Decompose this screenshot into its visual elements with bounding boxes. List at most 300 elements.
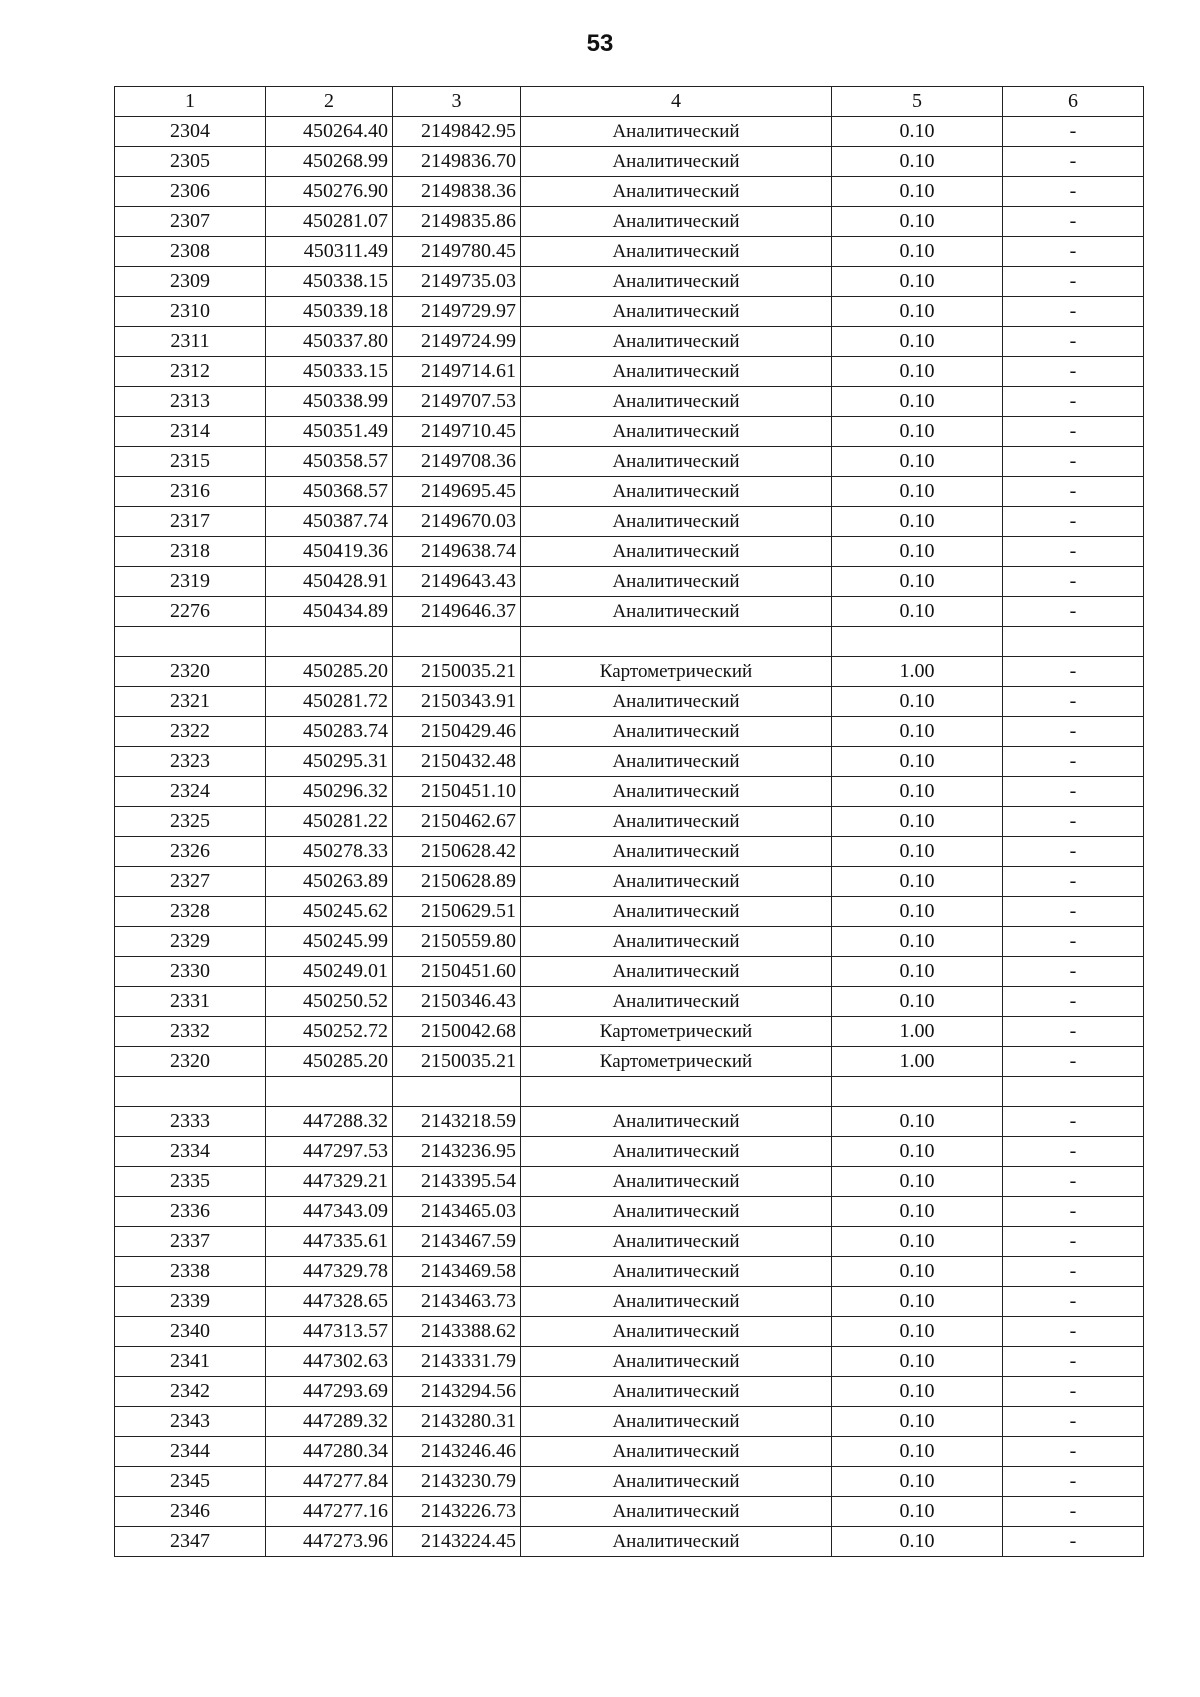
note-cell: - [1003,1317,1144,1347]
x-coordinate-cell: 450278.33 [266,837,393,867]
point-id-cell [115,1077,266,1107]
note-cell: - [1003,987,1144,1017]
accuracy-cell: 0.10 [832,357,1003,387]
y-coordinate-cell: 2143236.95 [393,1137,521,1167]
table-body [115,117,1144,1557]
y-coordinate-cell: 2143467.59 [393,1227,521,1257]
point-id-cell: 2341 [115,1347,266,1377]
accuracy-cell: 0.10 [832,1227,1003,1257]
table-row [115,1107,1144,1137]
x-coordinate-cell: 447293.69 [266,1377,393,1407]
table-row [115,177,1144,207]
y-coordinate-cell: 2150628.89 [393,867,521,897]
point-id-cell: 2344 [115,1437,266,1467]
accuracy-cell: 0.10 [832,957,1003,987]
x-coordinate-cell: 450351.49 [266,417,393,447]
x-coordinate-cell: 450250.52 [266,987,393,1017]
y-coordinate-cell: 2143280.31 [393,1407,521,1437]
method-cell: Аналитический [521,1437,832,1467]
accuracy-cell: 0.10 [832,177,1003,207]
y-coordinate-cell: 2143331.79 [393,1347,521,1377]
accuracy-cell: 0.10 [832,987,1003,1017]
note-cell: - [1003,1347,1144,1377]
table-row [115,1197,1144,1227]
column-header-1: 1 [115,87,266,117]
y-coordinate-cell: 2150628.42 [393,837,521,867]
x-coordinate-cell [266,1077,393,1107]
note-cell: - [1003,177,1144,207]
accuracy-cell: 0.10 [832,837,1003,867]
method-cell: Аналитический [521,1497,832,1527]
method-cell: Аналитический [521,1527,832,1557]
table-row [115,237,1144,267]
y-coordinate-cell: 2143230.79 [393,1467,521,1497]
y-coordinate-cell: 2150432.48 [393,747,521,777]
x-coordinate-cell: 450338.15 [266,267,393,297]
accuracy-cell: 0.10 [832,1347,1003,1377]
point-id-cell: 2325 [115,807,266,837]
method-cell: Аналитический [521,567,832,597]
note-cell: - [1003,1017,1144,1047]
page-number: 53 [586,30,614,57]
accuracy-cell: 0.10 [832,327,1003,357]
accuracy-cell: 0.10 [832,1317,1003,1347]
accuracy-cell: 0.10 [832,447,1003,477]
point-id-cell: 2333 [115,1107,266,1137]
x-coordinate-cell: 450268.99 [266,147,393,177]
y-coordinate-cell: 2149707.53 [393,387,521,417]
table-row [115,1377,1144,1407]
note-cell [1003,627,1144,657]
note-cell: - [1003,1167,1144,1197]
table-row [115,1347,1144,1377]
table-row [115,867,1144,897]
method-cell: Аналитический [521,807,832,837]
column-header-5: 5 [832,87,1003,117]
y-coordinate-cell: 2150035.21 [393,657,521,687]
separator-row [115,627,1144,657]
table-row [115,597,1144,627]
table-row [115,1497,1144,1527]
x-coordinate-cell: 447288.32 [266,1107,393,1137]
point-id-cell: 2324 [115,777,266,807]
point-id-cell: 2309 [115,267,266,297]
table-row [115,117,1144,147]
accuracy-cell: 0.10 [832,1167,1003,1197]
method-cell: Аналитический [521,1257,832,1287]
table-row [115,507,1144,537]
y-coordinate-cell: 2149638.74 [393,537,521,567]
x-coordinate-cell: 450368.57 [266,477,393,507]
y-coordinate-cell: 2143224.45 [393,1527,521,1557]
table-row [115,897,1144,927]
accuracy-cell: 0.10 [832,297,1003,327]
x-coordinate-cell: 450295.31 [266,747,393,777]
note-cell: - [1003,1287,1144,1317]
accuracy-cell: 0.10 [832,1197,1003,1227]
table-row [115,1437,1144,1467]
x-coordinate-cell: 450249.01 [266,957,393,987]
point-id-cell: 2334 [115,1137,266,1167]
note-cell: - [1003,1197,1144,1227]
point-id-cell: 2339 [115,1287,266,1317]
method-cell: Аналитический [521,477,832,507]
accuracy-cell: 0.10 [832,1467,1003,1497]
accuracy-cell: 0.10 [832,507,1003,537]
method-cell: Аналитический [521,1287,832,1317]
y-coordinate-cell: 2143226.73 [393,1497,521,1527]
x-coordinate-cell: 447313.57 [266,1317,393,1347]
y-coordinate-cell: 2150035.21 [393,1047,521,1077]
accuracy-cell: 0.10 [832,537,1003,567]
x-coordinate-cell: 447328.65 [266,1287,393,1317]
table-row [115,987,1144,1017]
accuracy-cell: 0.10 [832,267,1003,297]
point-id-cell: 2345 [115,1467,266,1497]
method-cell: Аналитический [521,687,832,717]
point-id-cell: 2306 [115,177,266,207]
point-id-cell: 2328 [115,897,266,927]
method-cell: Аналитический [521,1137,832,1167]
x-coordinate-cell: 450419.36 [266,537,393,567]
accuracy-cell: 0.10 [832,207,1003,237]
accuracy-cell: 0.10 [832,807,1003,837]
note-cell: - [1003,1497,1144,1527]
x-coordinate-cell: 450333.15 [266,357,393,387]
table-row [115,957,1144,987]
x-coordinate-cell: 447329.21 [266,1167,393,1197]
method-cell: Аналитический [521,537,832,567]
x-coordinate-cell: 450296.32 [266,777,393,807]
accuracy-cell: 0.10 [832,1107,1003,1137]
y-coordinate-cell: 2149835.86 [393,207,521,237]
point-id-cell: 2321 [115,687,266,717]
method-cell: Аналитический [521,1467,832,1497]
note-cell: - [1003,1257,1144,1287]
x-coordinate-cell: 450358.57 [266,447,393,477]
point-id-cell [115,627,266,657]
y-coordinate-cell: 2150629.51 [393,897,521,927]
x-coordinate-cell: 450339.18 [266,297,393,327]
x-coordinate-cell: 447277.84 [266,1467,393,1497]
y-coordinate-cell: 2150462.67 [393,807,521,837]
x-coordinate-cell: 450276.90 [266,177,393,207]
note-cell: - [1003,387,1144,417]
accuracy-cell: 0.10 [832,867,1003,897]
y-coordinate-cell: 2149646.37 [393,597,521,627]
note-cell: - [1003,717,1144,747]
method-cell: Аналитический [521,867,832,897]
note-cell: - [1003,957,1144,987]
table-row [115,717,1144,747]
note-cell: - [1003,897,1144,927]
method-cell: Аналитический [521,957,832,987]
method-cell: Аналитический [521,927,832,957]
table-row [115,747,1144,777]
y-coordinate-cell: 2149842.95 [393,117,521,147]
accuracy-cell: 0.10 [832,117,1003,147]
note-cell: - [1003,837,1144,867]
note-cell: - [1003,1227,1144,1257]
point-id-cell: 2332 [115,1017,266,1047]
table-row [115,837,1144,867]
x-coordinate-cell: 450281.72 [266,687,393,717]
point-id-cell: 2331 [115,987,266,1017]
column-header-2: 2 [266,87,393,117]
x-coordinate-cell: 450338.99 [266,387,393,417]
accuracy-cell: 0.10 [832,1377,1003,1407]
x-coordinate-cell: 450252.72 [266,1017,393,1047]
point-id-cell: 2347 [115,1527,266,1557]
point-id-cell: 2316 [115,477,266,507]
point-id-cell: 2313 [115,387,266,417]
method-cell: Аналитический [521,1377,832,1407]
method-cell: Аналитический [521,1407,832,1437]
table-row [115,207,1144,237]
x-coordinate-cell: 450283.74 [266,717,393,747]
header-row [115,87,1144,117]
y-coordinate-cell: 2150429.46 [393,717,521,747]
y-coordinate-cell: 2149643.43 [393,567,521,597]
x-coordinate-cell: 450285.20 [266,657,393,687]
method-cell: Аналитический [521,747,832,777]
table-row [115,1467,1144,1497]
x-coordinate-cell: 450245.62 [266,897,393,927]
method-cell: Аналитический [521,1227,832,1257]
accuracy-cell: 0.10 [832,237,1003,267]
x-coordinate-cell: 447289.32 [266,1407,393,1437]
method-cell: Аналитический [521,117,832,147]
method-cell: Аналитический [521,327,832,357]
note-cell: - [1003,237,1144,267]
y-coordinate-cell: 2149710.45 [393,417,521,447]
method-cell: Аналитический [521,177,832,207]
note-cell: - [1003,207,1144,237]
note-cell: - [1003,357,1144,387]
point-id-cell: 2304 [115,117,266,147]
note-cell: - [1003,597,1144,627]
table-row [115,927,1144,957]
point-id-cell: 2336 [115,1197,266,1227]
y-coordinate-cell: 2149735.03 [393,267,521,297]
method-cell: Аналитический [521,717,832,747]
table-row [115,567,1144,597]
point-id-cell: 2305 [115,147,266,177]
table-row [115,357,1144,387]
point-id-cell: 2323 [115,747,266,777]
point-id-cell: 2342 [115,1377,266,1407]
table-header [115,87,1144,117]
method-cell: Аналитический [521,1317,832,1347]
x-coordinate-cell: 450281.07 [266,207,393,237]
table-row [115,297,1144,327]
table-row [115,1017,1144,1047]
note-cell: - [1003,1407,1144,1437]
point-id-cell: 2276 [115,597,266,627]
y-coordinate-cell: 2149708.36 [393,447,521,477]
point-id-cell: 2338 [115,1257,266,1287]
x-coordinate-cell: 450428.91 [266,567,393,597]
method-cell: Аналитический [521,777,832,807]
y-coordinate-cell: 2143246.46 [393,1437,521,1467]
point-id-cell: 2318 [115,537,266,567]
accuracy-cell [832,1077,1003,1107]
point-id-cell: 2319 [115,567,266,597]
point-id-cell: 2317 [115,507,266,537]
accuracy-cell: 0.10 [832,897,1003,927]
note-cell: - [1003,447,1144,477]
x-coordinate-cell: 450263.89 [266,867,393,897]
y-coordinate-cell: 2143395.54 [393,1167,521,1197]
table-row [115,1047,1144,1077]
point-id-cell: 2311 [115,327,266,357]
y-coordinate-cell: 2150559.80 [393,927,521,957]
note-cell: - [1003,1047,1144,1077]
table-row [115,267,1144,297]
y-coordinate-cell: 2143465.03 [393,1197,521,1227]
x-coordinate-cell: 450337.80 [266,327,393,357]
method-cell: Аналитический [521,267,832,297]
note-cell: - [1003,417,1144,447]
y-coordinate-cell: 2150451.60 [393,957,521,987]
x-coordinate-cell: 447273.96 [266,1527,393,1557]
column-header-6: 6 [1003,87,1144,117]
accuracy-cell: 0.10 [832,567,1003,597]
method-cell: Аналитический [521,297,832,327]
accuracy-cell [832,627,1003,657]
x-coordinate-cell: 447329.78 [266,1257,393,1287]
y-coordinate-cell: 2149724.99 [393,327,521,357]
method-cell [521,627,832,657]
method-cell: Аналитический [521,417,832,447]
note-cell: - [1003,117,1144,147]
table-row [115,147,1144,177]
point-id-cell: 2346 [115,1497,266,1527]
table-row [115,657,1144,687]
accuracy-cell: 0.10 [832,687,1003,717]
point-id-cell: 2337 [115,1227,266,1257]
table-row [115,1317,1144,1347]
x-coordinate-cell: 447277.16 [266,1497,393,1527]
table-row [115,1407,1144,1437]
note-cell: - [1003,1377,1144,1407]
y-coordinate-cell: 2149670.03 [393,507,521,537]
accuracy-cell: 1.00 [832,1017,1003,1047]
y-coordinate-cell [393,627,521,657]
accuracy-cell: 0.10 [832,747,1003,777]
x-coordinate-cell: 450245.99 [266,927,393,957]
accuracy-cell: 0.10 [832,387,1003,417]
accuracy-cell: 0.10 [832,1287,1003,1317]
y-coordinate-cell: 2149714.61 [393,357,521,387]
accuracy-cell: 0.10 [832,597,1003,627]
note-cell: - [1003,477,1144,507]
y-coordinate-cell: 2150343.91 [393,687,521,717]
note-cell: - [1003,747,1144,777]
method-cell [521,1077,832,1107]
table-row [115,1167,1144,1197]
x-coordinate-cell: 450311.49 [266,237,393,267]
method-cell: Аналитический [521,507,832,537]
y-coordinate-cell: 2149836.70 [393,147,521,177]
accuracy-cell: 0.10 [832,1497,1003,1527]
method-cell: Аналитический [521,897,832,927]
method-cell: Аналитический [521,1167,832,1197]
method-cell: Аналитический [521,1197,832,1227]
method-cell: Аналитический [521,837,832,867]
y-coordinate-cell: 2149780.45 [393,237,521,267]
accuracy-cell: 1.00 [832,1047,1003,1077]
accuracy-cell: 0.10 [832,1257,1003,1287]
column-header-4: 4 [521,87,832,117]
method-cell: Аналитический [521,1107,832,1137]
method-cell: Картометрический [521,1017,832,1047]
table-row [115,477,1144,507]
table-row [115,417,1144,447]
y-coordinate-cell: 2149838.36 [393,177,521,207]
point-id-cell: 2308 [115,237,266,267]
point-id-cell: 2329 [115,927,266,957]
note-cell: - [1003,267,1144,297]
note-cell: - [1003,567,1144,597]
x-coordinate-cell: 447335.61 [266,1227,393,1257]
method-cell: Аналитический [521,357,832,387]
table-row [115,687,1144,717]
method-cell: Аналитический [521,597,832,627]
accuracy-cell: 1.00 [832,657,1003,687]
note-cell: - [1003,1527,1144,1557]
point-id-cell: 2335 [115,1167,266,1197]
point-id-cell: 2314 [115,417,266,447]
method-cell: Аналитический [521,387,832,417]
point-id-cell: 2340 [115,1317,266,1347]
y-coordinate-cell: 2143463.73 [393,1287,521,1317]
accuracy-cell: 0.10 [832,477,1003,507]
point-id-cell: 2343 [115,1407,266,1437]
table-row [115,1287,1144,1317]
point-id-cell: 2310 [115,297,266,327]
y-coordinate-cell [393,1077,521,1107]
accuracy-cell: 0.10 [832,777,1003,807]
method-cell: Аналитический [521,447,832,477]
note-cell: - [1003,297,1144,327]
note-cell: - [1003,807,1144,837]
x-coordinate-cell [266,627,393,657]
table-row [115,387,1144,417]
method-cell: Аналитический [521,1347,832,1377]
point-id-cell: 2320 [115,1047,266,1077]
accuracy-cell: 0.10 [832,1527,1003,1557]
x-coordinate-cell: 450281.22 [266,807,393,837]
column-header-3: 3 [393,87,521,117]
y-coordinate-cell: 2150451.10 [393,777,521,807]
accuracy-cell: 0.10 [832,1437,1003,1467]
point-id-cell: 2312 [115,357,266,387]
note-cell: - [1003,537,1144,567]
separator-row [115,1077,1144,1107]
y-coordinate-cell: 2149729.97 [393,297,521,327]
method-cell: Аналитический [521,147,832,177]
note-cell: - [1003,1467,1144,1497]
y-coordinate-cell: 2150346.43 [393,987,521,1017]
accuracy-cell: 0.10 [832,1137,1003,1167]
note-cell: - [1003,147,1144,177]
note-cell: - [1003,1137,1144,1167]
table-row [115,807,1144,837]
point-id-cell: 2330 [115,957,266,987]
accuracy-cell: 0.10 [832,417,1003,447]
note-cell: - [1003,927,1144,957]
